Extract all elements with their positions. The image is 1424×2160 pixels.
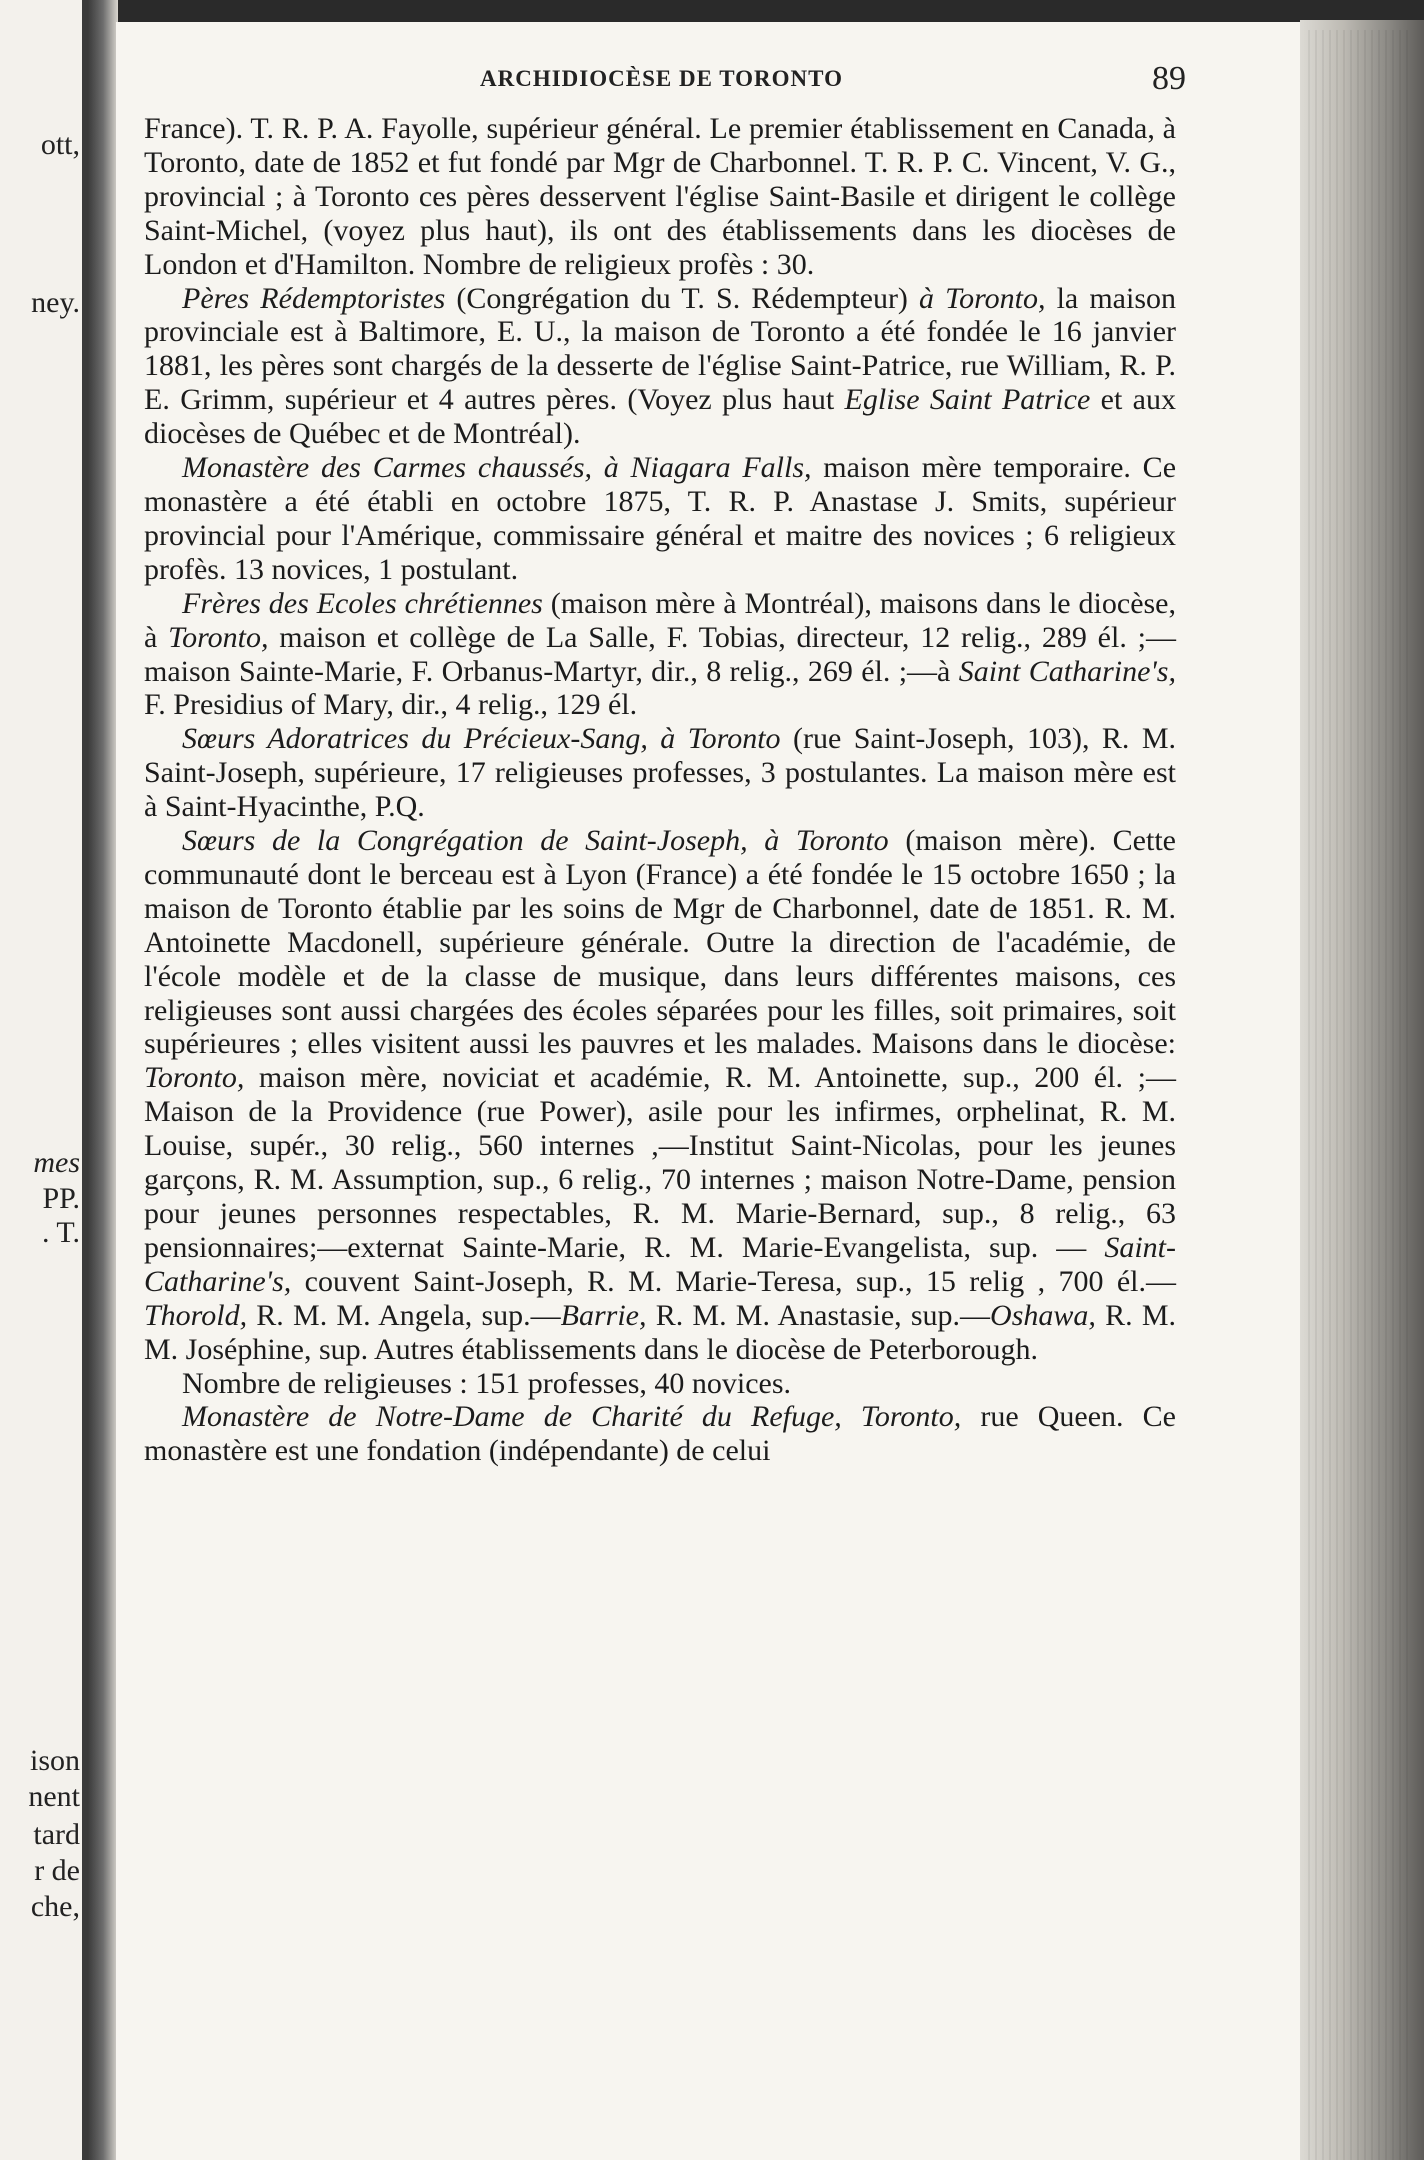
text-run: et aux diocèses de Québec et de Montréal).: [144, 383, 1176, 451]
italic-run: Toronto,: [168, 620, 269, 654]
paragraph: [144, 112, 1176, 282]
text-run: R. M. M. Angela, sup.—: [247, 1298, 561, 1332]
text-run: F. Presidius of Mary, dir., 4 relig., 129 él.: [144, 688, 638, 722]
text-run: Nombre de religieuses : 151 professes, 40 novices.: [182, 1366, 792, 1400]
text-run: (Congrégation du T. S. Rédempteur): [445, 281, 920, 315]
left-page-fragment: tard: [33, 1818, 80, 1851]
text-run: France). T. R. P. A. Fayolle, supérieur général. Le premier établissement en Canada, à Toronto, date de 1852 et fut fondé par Mgr de Charbonnel. T. R. P. C. Vincent, V. G., provincial ; à Toronto ces pères desservent l'église Saint-Basile et dirigent le collège Saint-Michel, (voyez plus haut), ils ont des établissements dans les diocèses de London et d'Hamilton. Nombre de religieux profès : 30.: [144, 112, 1176, 281]
text-run: rue Queen. Ce monastère est une fondation (indépendante) de celui: [144, 1400, 1176, 1468]
text-run: couvent Saint-Joseph, R. M. Marie-Teresa, sup., 15 relig , 700 él.—: [291, 1264, 1176, 1298]
italic-run: Barrie,: [560, 1298, 647, 1332]
running-head: ARCHIDIOCÈSE DE TORONTO: [480, 66, 843, 91]
paragraph: [144, 282, 1176, 452]
italic-run: Monastère des Carmes chaussés, à Niagara Falls,: [182, 451, 812, 485]
text-run: maison et collège de La Salle, F. Tobias, directeur, 12 relig., 289 él. ;—maison Sainte-Marie, F. Orbanus-Martyr, dir., 8 relig., 269 él. ;—à: [144, 620, 1176, 688]
left-page-fragment: r de: [34, 1854, 80, 1887]
italic-run: Eglise Saint Patrice: [844, 383, 1091, 417]
book-gutter: [88, 0, 118, 2160]
text-run: R. M. M. Joséphine, sup. Autres établissements dans le diocèse de Peterborough.: [144, 1298, 1177, 1366]
left-page-fragment: ott,: [40, 128, 80, 161]
paragraph: [144, 1367, 1176, 1401]
left-page-fragment: mes: [33, 1146, 80, 1179]
text-run: (maison mère à Montréal), maisons dans le diocèse, à: [144, 586, 1176, 654]
italic-run: Oshawa,: [990, 1298, 1096, 1332]
paragraph: [144, 722, 1176, 824]
left-page-fragment: nent: [28, 1780, 80, 1813]
italic-run: Toronto,: [144, 1061, 245, 1095]
text-run: maison mère temporaire. Ce monastère a été établi en octobre 1875, T. R. P. Anastase J. Smits, supérieur provincial pour l'Amérique, commissaire général et maitre des novices ; 6 religieux profès. 13 novices, 1 postulant.: [144, 451, 1177, 586]
page-number: 89: [1152, 60, 1186, 97]
paragraph: [144, 824, 1176, 1367]
italic-run: Sœurs de la Congrégation de Saint-Joseph, à Toronto: [182, 824, 889, 858]
text-run: (rue Saint-Joseph, 103), R. M. Saint-Joseph, supérieure, 17 religieuses professes, 3 postulantes. La maison mère est à Saint-Hyacinthe, P.Q.: [144, 722, 1176, 824]
left-page-fragment: ison: [29, 1744, 80, 1777]
italic-run: Monastère de Notre-Dame de Charité du Refuge, Toronto,: [182, 1400, 962, 1434]
left-page-fragment: ney.: [31, 286, 80, 319]
left-page-fragment: PP.: [42, 1182, 80, 1215]
page-edge-lines: [1308, 30, 1408, 2160]
text-run: R. M. M. Anastasie, sup.—: [646, 1298, 991, 1332]
text-run: la maison provinciale est à Baltimore, E. U., la maison de Toronto a été fondée le 16 janvier 1881, les pères sont chargés de la desserte de l'église Saint-Patrice, rue William, R. P. E. Grimm, supérieur et 4 autres pères. (Voyez plus haut: [144, 281, 1177, 417]
italic-run: Saint Catharine's,: [958, 654, 1176, 688]
italic-run: à Toronto,: [919, 281, 1046, 315]
paragraph: [144, 1400, 1176, 1468]
text-run: (maison mère). Cette communauté dont le berceau est à Lyon (France) a été fondée le 15 octobre 1650 ; la maison de Toronto établie par les soins de Mgr de Charbonnel, date de 1851. R. M. Antoinette Macdonell, supérieure générale. Outre la direction de l'académie, de l'école modèle et de la classe de musique, dans leurs différentes maisons, ces religieuses sont aussi chargées des écoles séparées pour les filles, soit primaires, soit supérieures ; elles visitent aussi les pauvres et les malades. Maisons dans le diocèse:: [144, 824, 1176, 1061]
paragraph: [144, 587, 1176, 723]
italic-run: Pères Rédemptoristes: [182, 281, 446, 315]
italic-run: Thorold,: [144, 1298, 248, 1332]
left-page-fragment: . T.: [41, 1216, 80, 1249]
body-text: [144, 112, 1176, 1468]
italic-run: Frères des Ecoles chrétiennes: [182, 586, 543, 620]
italic-run: Sœurs Adoratrices du Précieux-Sang, à Toronto: [182, 722, 781, 756]
italic-run: Saint-Catharine's,: [144, 1230, 1176, 1298]
left-page-fragment: che,: [30, 1890, 80, 1923]
text-run: maison mère, noviciat et académie, R. M. Antoinette, sup., 200 él. ;—Maison de la Providence (rue Power), asile pour les infirmes, orphelinat, R. M. Louise, supér., 30 relig., 560 internes ,—Institut Saint-Nicolas, pour les jeunes garçons, R. M. Assumption, sup., 6 relig., 70 internes ; maison Notre-Dame, pension pour jeunes personnes respectables, R. M. Marie-Bernard, sup., 8 relig., 63 pensionnaires;—externat Sainte-Marie, R. M. Marie-Evangelista, sup. —: [144, 1061, 1176, 1264]
paragraph: [144, 451, 1176, 587]
